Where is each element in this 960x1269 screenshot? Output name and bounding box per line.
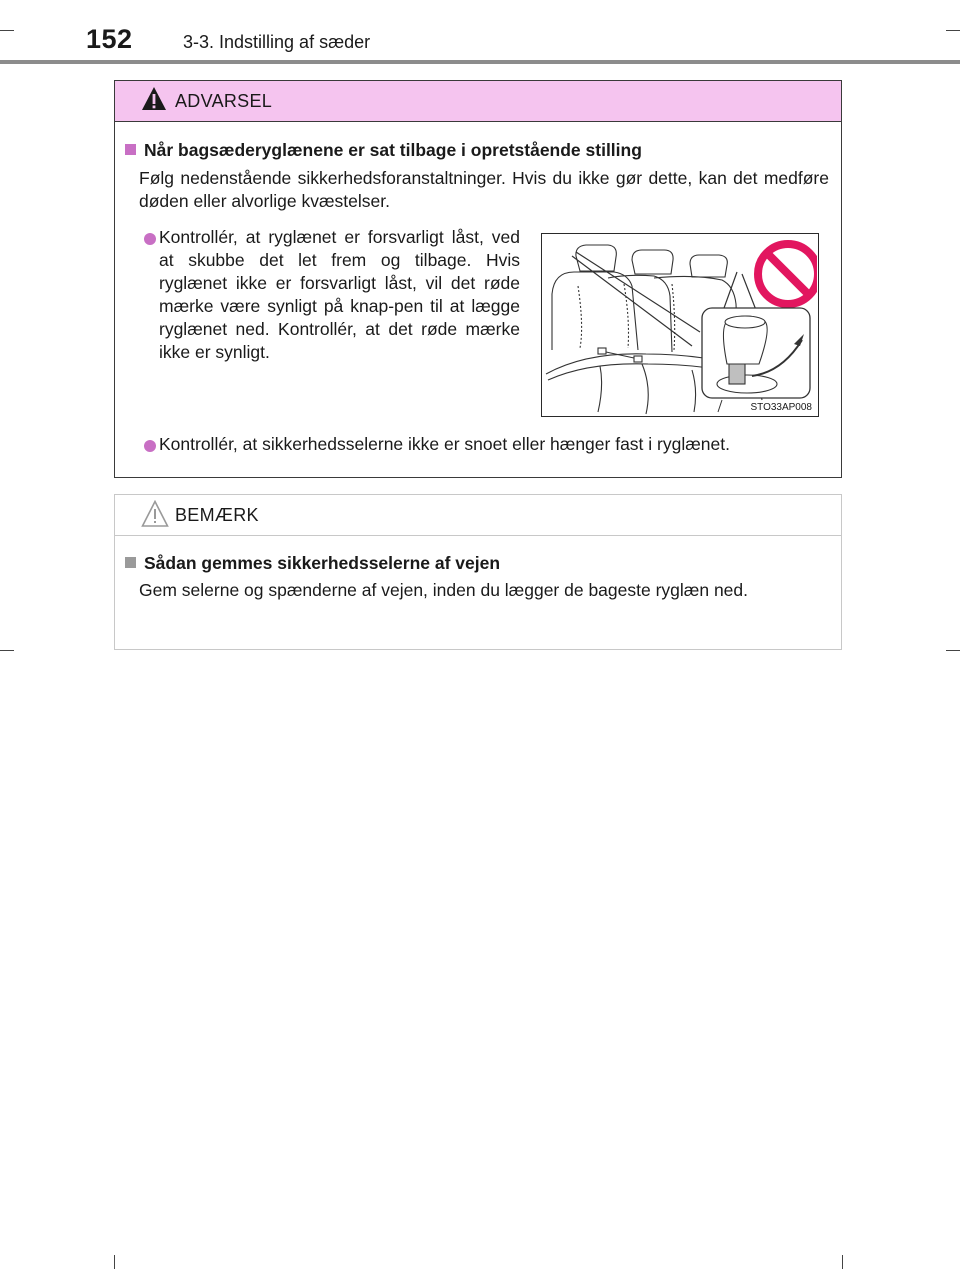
figure-code: STO33AP008 xyxy=(750,402,812,413)
section-title: 3-3. Indstilling af sæder xyxy=(183,32,371,52)
square-bullet-icon xyxy=(125,557,136,568)
rear-seat-illustration xyxy=(542,234,817,415)
crop-mark xyxy=(946,30,960,31)
bullet-dot-icon xyxy=(144,440,156,452)
warning-bullet-2: Kontrollér, at sikkerhedsselerne ikke er snoet eller hænger fast i ryglænet. xyxy=(159,434,730,454)
crop-mark xyxy=(0,30,14,31)
page-number: 152 xyxy=(86,24,133,54)
crop-mark xyxy=(842,1255,843,1269)
header-rule xyxy=(0,60,960,64)
square-bullet-icon xyxy=(125,144,136,155)
warning-heading xyxy=(125,140,642,161)
warning-box xyxy=(114,80,842,478)
warning-label: ADVARSEL xyxy=(175,91,273,111)
crop-mark xyxy=(0,650,14,651)
warning-intro: Følg nedenstående sikkerhedsforanstaltninger. Hvis du ikke gør dette, kan det medføre døden eller alvorlige kvæstelser. xyxy=(139,168,829,211)
note-label: BEMÆRK xyxy=(175,505,259,525)
warning-bullet-1: Kontrollér, at ryglænet er forsvarligt låst, ved at skubbe det let frem og tilbage. Hvis ryglænet ikke er forsvarligt låst, vil det røde mærke være synligt på knap-pen til at lægge ryglænet ned. Kontrollér, at det røde mærke ikke er synligt. xyxy=(159,227,520,362)
note-heading-text: Sådan gemmes sikkerhedsselerne af vejen xyxy=(144,553,501,573)
note-heading xyxy=(125,553,500,574)
caution-triangle-icon xyxy=(141,500,169,533)
crop-mark xyxy=(946,650,960,651)
crop-mark xyxy=(114,1255,115,1269)
warning-box-header xyxy=(115,81,841,122)
bullet-dot-icon xyxy=(144,233,156,245)
warning-triangle-icon xyxy=(141,86,167,117)
note-box-header xyxy=(115,495,841,536)
note-text: Gem selerne og spænderne af vejen, inden du lægger de bageste ryglæn ned. xyxy=(139,580,749,600)
note-box xyxy=(114,494,842,650)
warning-heading-text: Når bagsæderyglænene er sat tilbage i opretstående stilling xyxy=(144,140,642,160)
seat-figure xyxy=(541,233,819,417)
